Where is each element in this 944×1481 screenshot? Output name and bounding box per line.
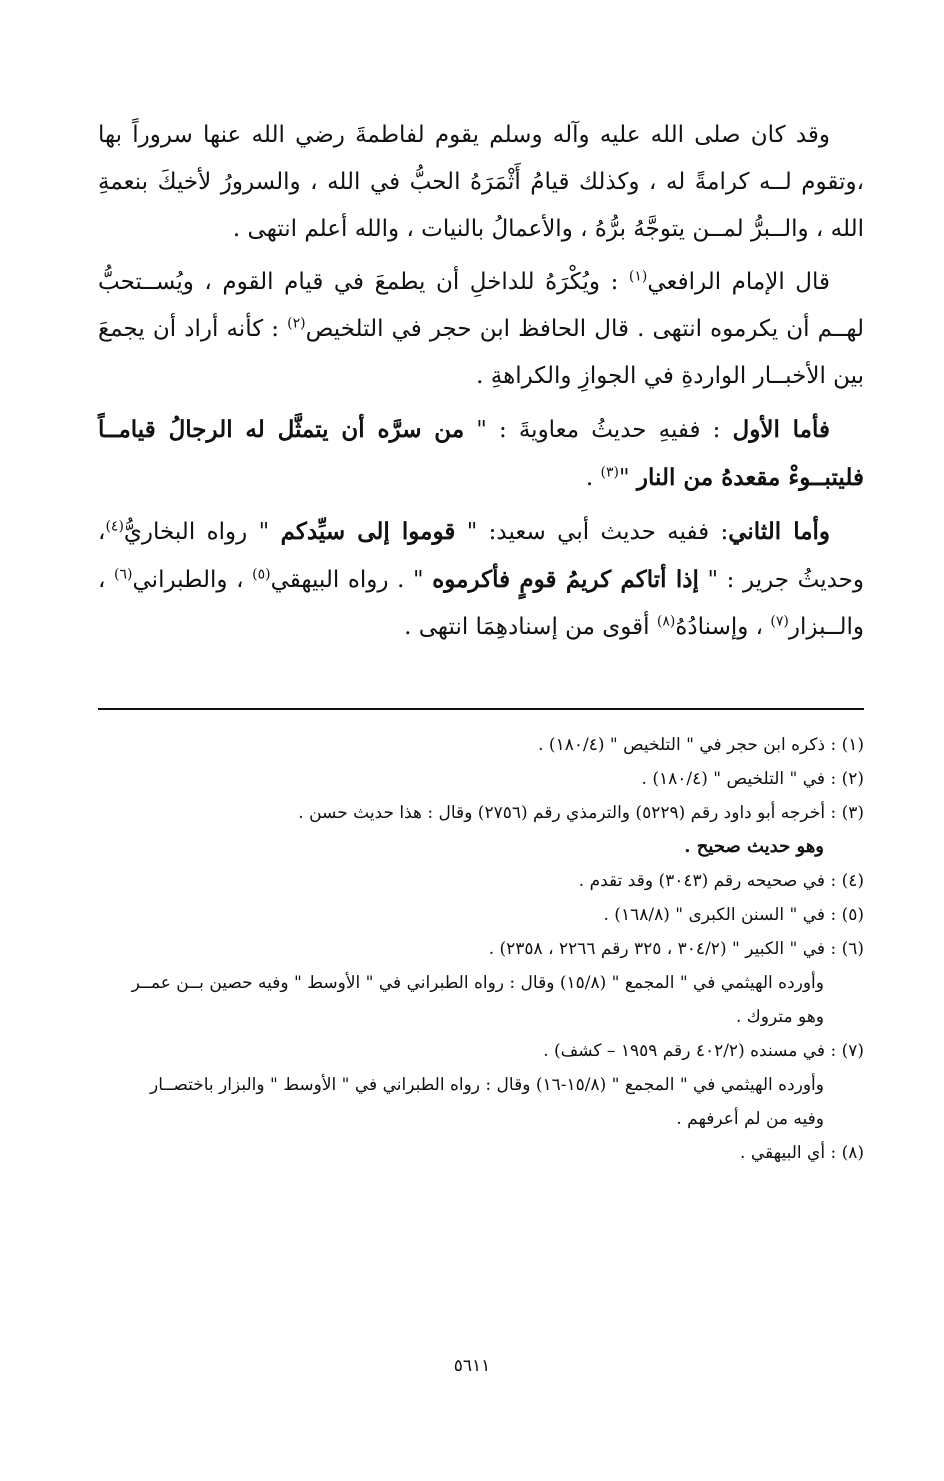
hadith-quote: قوموا إلى سيِّدكم bbox=[280, 518, 456, 545]
section-lead-second: وأما الثاني bbox=[728, 518, 831, 545]
text-segment: : ويُكْرَهُ للداخلِ أن يطمعَ في قيام القوم ، ويُســتحبُّ لهــم أن يكرموه انتهى . قال الحافظ ابن حجر في التلخيص bbox=[98, 269, 864, 342]
paragraph-1: وقد كان صلى الله عليه وآله وسلم يقوم لفاطمةَ رضي الله عنها سروراً بها ،وتقوم لــه كرامةً له ، وكذلك قيامُ أَثْمَرَهُ الحبُّ في الله ، والسرورُ لأخيكَ بنعمةِ الله ، والــبرُّ لمــن يتوجَّهُ برُّهُ ، والأعمالُ بالنيات ، والله أعلم انتهى . bbox=[98, 122, 864, 242]
footnote-7: (٧) : في مسنده (٤٠٢/٢ رقم ١٩٥٩ – كشف) . bbox=[543, 1041, 864, 1061]
footnote-1: (١) : ذكره ابن حجر في " التلخيص " (١٨٠/٤) . bbox=[538, 735, 864, 755]
footnote-5: (٥) : في " السنن الكبرى " (١٦٨/٨) . bbox=[603, 905, 864, 925]
footnote-8: (٨) : أي البيهقي . bbox=[740, 1143, 864, 1163]
text-segment: : ففيهِ حديثُ معاويةَ : " bbox=[464, 417, 733, 443]
footnote-7-continuation: وأورده الهيثمي في " المجمع " (١٥/٨-١٦) وقال : رواه الطبراني في " الأوسط " والبزار باختصــار bbox=[150, 1075, 824, 1095]
hadith-quote: إذا أتاكم كريمُ قومٍ فأكرموه bbox=[432, 566, 699, 593]
footnote-ref-6[interactable]: (٦) bbox=[114, 566, 133, 583]
paragraph-4 bbox=[98, 508, 864, 651]
footnotes bbox=[98, 728, 864, 1170]
main-text bbox=[98, 112, 864, 657]
footnote-6: (٦) : في " الكبير " (٣٠٤/٢ ، ٣٢٥ رقم ٢٢٦٦ ، ٢٣٥٨) . bbox=[488, 939, 864, 959]
text-segment: ، وإسنادُهُ bbox=[675, 614, 771, 640]
footnote-ref-4[interactable]: (٤) bbox=[105, 518, 124, 535]
footnote-ref-5[interactable]: (٥) bbox=[252, 566, 271, 583]
text-segment: " bbox=[619, 465, 637, 491]
paragraph-2 bbox=[98, 259, 864, 400]
footnote-7-continuation: وفيه من لم أعرفهم . bbox=[676, 1109, 824, 1129]
text-segment: ، والــبزار bbox=[98, 567, 864, 640]
footnote-ref-1[interactable]: (١) bbox=[628, 268, 648, 285]
footnote-ref-2[interactable]: (٢) bbox=[287, 315, 306, 332]
text-segment: " رواه البخاريُّ bbox=[123, 519, 281, 545]
footnote-3-continuation: وهو حديث صحيح . bbox=[684, 836, 824, 857]
text-segment: . bbox=[585, 465, 601, 491]
footnote-ref-3[interactable]: (٣) bbox=[600, 464, 620, 481]
text-segment: : كأنه أراد أن يجمعَ بين الأخبــار الواردةِ في الجوازِ والكراهةِ . bbox=[98, 316, 864, 389]
footnote-3: (٣) : أخرجه أبو داود رقم (٥٢٢٩) والترمذي رقم (٢٧٥٦) وقال : هذا حديث حسن . bbox=[298, 803, 864, 823]
footnote-2: (٢) : في " التلخيص " (١٨٠/٤) . bbox=[641, 769, 864, 789]
text-segment: قال الإمام الرافعي bbox=[647, 269, 831, 295]
text-segment: ، وحديثُ جرير : " bbox=[98, 519, 865, 593]
text-segment: : ففيه حديث أبي سعيد: " bbox=[455, 519, 729, 545]
text-segment: أقوى من إسنادهِمَا انتهى . bbox=[404, 614, 657, 640]
footnote-6-continuation: وأورده الهيثمي في " المجمع " (١٥/٨) وقال : رواه الطبراني في " الأوسط " وفيه حصين بــن عمــر bbox=[131, 973, 824, 993]
footnote-divider bbox=[98, 708, 864, 710]
hadith-quote: من سرَّه أن يتمثَّل له الرجالُ قيامــاً فليتبــوءْ مقعدهُ من النار bbox=[98, 416, 864, 491]
footnote-ref-7[interactable]: (٧) bbox=[770, 613, 789, 630]
page-number: ٥٦١١ bbox=[453, 1356, 491, 1376]
footnote-ref-8[interactable]: (٨) bbox=[656, 613, 676, 630]
footnote-4: (٤) : في صحيحه رقم (٣٠٤٣) وقد تقدم . bbox=[578, 871, 864, 891]
text-segment: ، والطبراني bbox=[132, 567, 253, 593]
footnote-6-continuation: وهو متروك . bbox=[735, 1007, 824, 1027]
text-segment: " . رواه البيهقي bbox=[270, 567, 433, 593]
section-lead-first: فأما الأول bbox=[732, 416, 830, 443]
paragraph-3 bbox=[98, 406, 864, 502]
